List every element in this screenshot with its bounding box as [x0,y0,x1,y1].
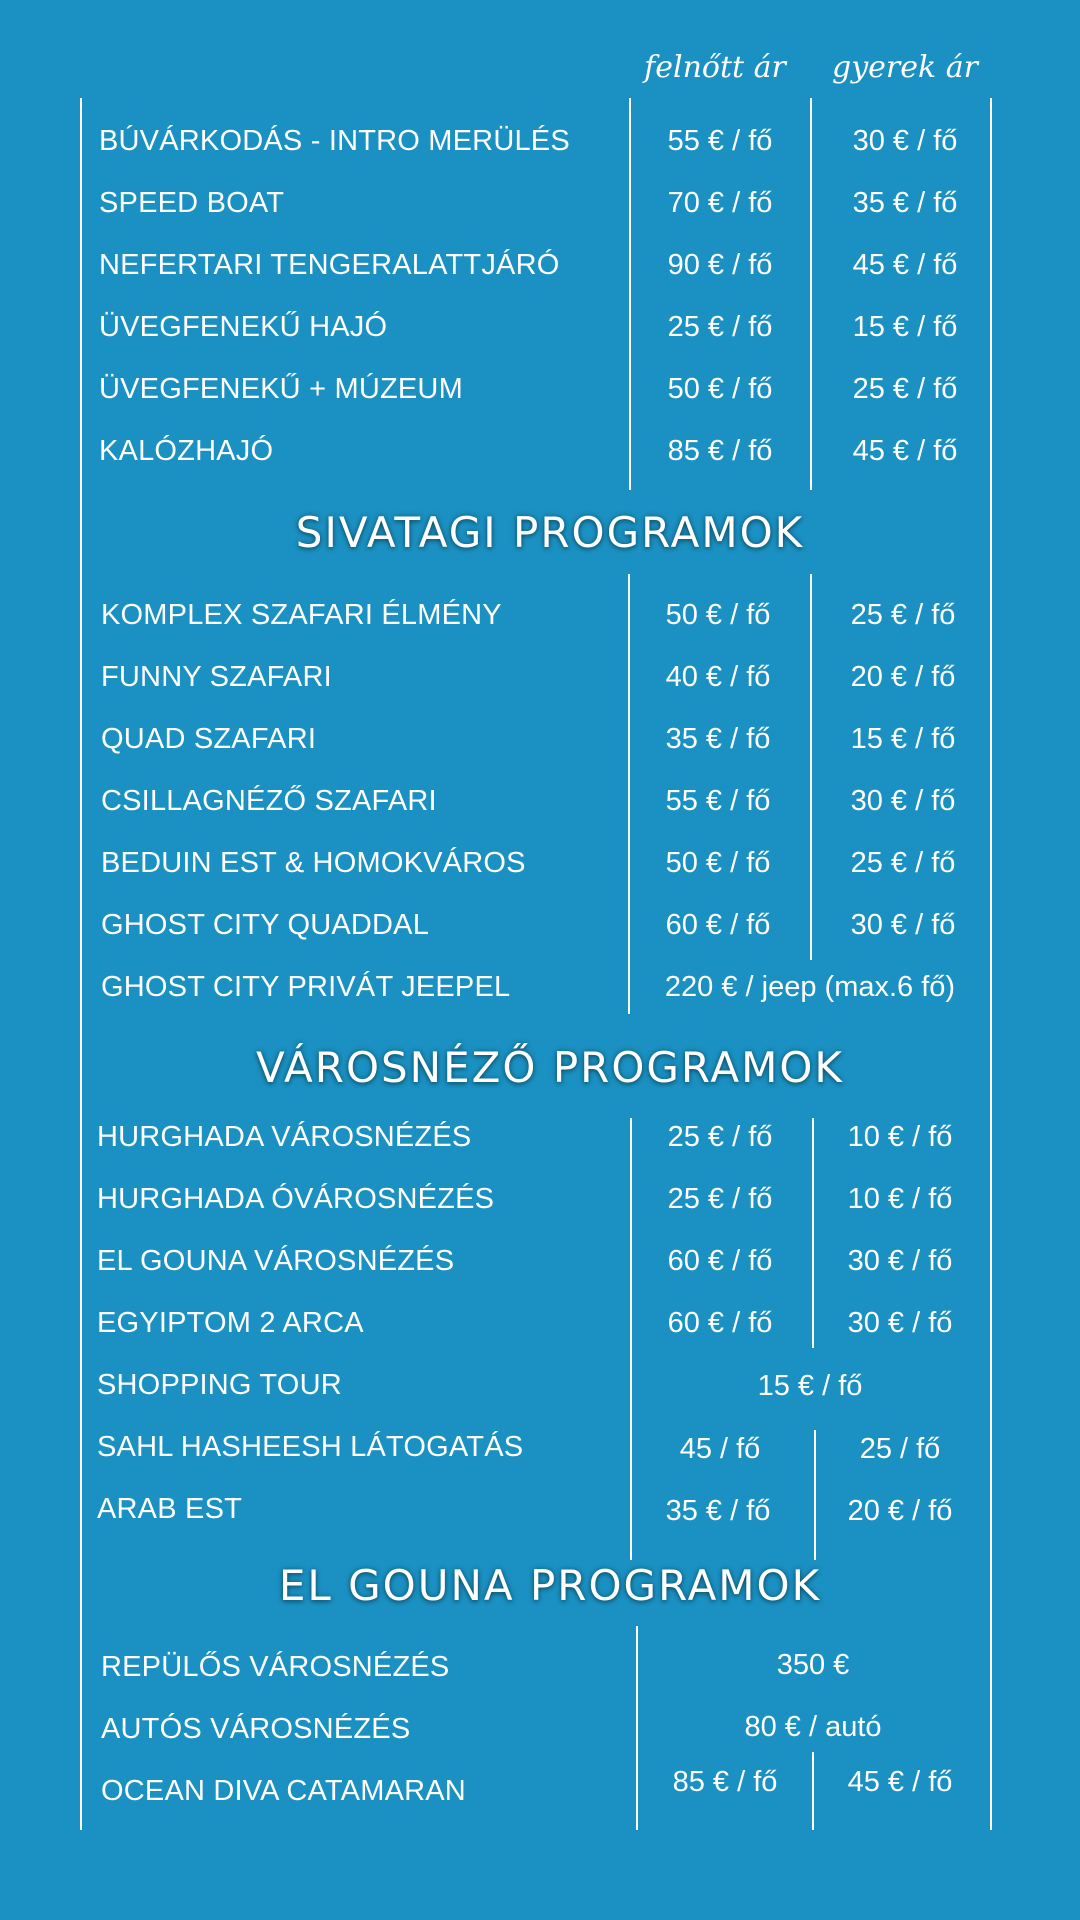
item-hurghada-city-tour: HURGHADA VÁROSNÉZÉS [97,1121,472,1153]
item-sahl-hasheesh: SAHL HASHEESH LÁTOGATÁS [97,1431,524,1463]
section-title-city: VÁROSNÉZŐ PROGRAMOK [256,1043,844,1092]
price-adult: 60 € / fő [665,909,771,941]
price-child: 15 € / fő [852,311,958,343]
item-bedouin-evening: BEDUIN EST & HOMOKVÁROS [101,847,526,879]
price-adult: 35 € / fő [665,1495,771,1527]
item-shopping-tour: SHOPPING TOUR [97,1369,342,1401]
price-child: 25 / fő [859,1433,941,1465]
price-adult: 40 € / fő [665,661,771,693]
desert-divider-2 [810,574,812,960]
price-adult: 70 € / fő [667,187,773,219]
price-child: 10 € / fő [847,1183,953,1215]
price-child: 20 € / fő [847,1495,953,1527]
item-el-gouna-city-tour: EL GOUNA VÁROSNÉZÉS [97,1245,455,1277]
price-adult: 90 € / fő [667,249,773,281]
item-glass-boat: ÜVEGFENEKŰ HAJÓ [99,311,388,343]
city-divider-1 [630,1118,632,1560]
item-glass-boat-museum: ÜVEGFENEKŰ + MÚZEUM [99,373,463,405]
item-ghost-city-jeep: GHOST CITY PRIVÁT JEEPEL [101,971,511,1003]
item-ocean-diva-catamaran: OCEAN DIVA CATAMARAN [101,1775,466,1807]
item-diving: BÚVÁRKODÁS - INTRO MERÜLÉS [99,125,570,157]
item-egypt-two-faces: EGYIPTOM 2 ARCA [97,1307,364,1339]
item-ghost-city-quad: GHOST CITY QUADDAL [101,909,430,941]
city-divider-2b [814,1430,816,1560]
adult-price-header: felnőtt ár [644,50,786,85]
price-adult: 35 € / fő [665,723,771,755]
price-child: 25 € / fő [850,599,956,631]
item-car-city-tour: AUTÓS VÁROSNÉZÉS [101,1713,411,1745]
price-combined: 80 € / autó [744,1711,882,1743]
price-adult: 60 € / fő [667,1245,773,1277]
price-child: 20 € / fő [850,661,956,693]
section-title-desert: SIVATAGI PROGRAMOK [295,508,805,557]
price-combined: 220 € / jeep (max.6 fő) [664,971,956,1003]
price-child: 10 € / fő [847,1121,953,1153]
water-divider-1 [629,98,631,490]
price-adult: 60 € / fő [667,1307,773,1339]
price-adult: 85 € / fő [672,1766,778,1798]
price-adult: 55 € / fő [667,125,773,157]
price-child: 15 € / fő [850,723,956,755]
price-adult: 50 € / fő [665,847,771,879]
item-quad-safari: QUAD SZAFARI [101,723,317,755]
price-child: 25 € / fő [852,373,958,405]
item-pirate-ship: KALÓZHAJÓ [99,435,274,467]
desert-divider-1 [628,574,630,1014]
price-child: 25 € / fő [850,847,956,879]
price-child: 30 € / fő [852,125,958,157]
price-adult: 85 € / fő [667,435,773,467]
water-divider-2 [810,98,812,490]
price-adult: 50 € / fő [667,373,773,405]
price-child: 30 € / fő [850,785,956,817]
price-adult: 25 € / fő [667,1121,773,1153]
price-child: 30 € / fő [850,909,956,941]
price-child: 30 € / fő [847,1245,953,1277]
price-adult: 25 € / fő [667,1183,773,1215]
price-child: 45 € / fő [852,249,958,281]
item-flight-city-tour: REPÜLŐS VÁROSNÉZÉS [101,1651,450,1683]
child-price-header: gyerek ár [832,50,978,85]
item-arab-evening: ARAB EST [97,1493,243,1525]
price-adult: 45 / fő [679,1433,761,1465]
section-title-el-gouna: EL GOUNA PROGRAMOK [278,1561,822,1610]
price-child: 45 € / fő [852,435,958,467]
price-child: 45 € / fő [847,1766,953,1798]
item-complex-safari: KOMPLEX SZAFARI ÉLMÉNY [101,599,502,631]
price-child: 35 € / fő [852,187,958,219]
city-divider-2a [812,1118,814,1348]
price-combined: 15 € / fő [757,1370,863,1402]
item-hurghada-old-town: HURGHADA ÓVÁROSNÉZÉS [97,1183,495,1215]
price-adult: 50 € / fő [665,599,771,631]
price-adult: 25 € / fő [667,311,773,343]
price-combined: 350 € [776,1649,850,1681]
item-stargazing-safari: CSILLAGNÉZŐ SZAFARI [101,785,437,817]
item-funny-safari: FUNNY SZAFARI [101,661,332,693]
price-adult: 55 € / fő [665,785,771,817]
item-submarine: NEFERTARI TENGERALATTJÁRÓ [99,249,560,281]
gouna-divider-2 [812,1752,814,1830]
item-speed-boat: SPEED BOAT [99,187,285,219]
price-child: 30 € / fő [847,1307,953,1339]
